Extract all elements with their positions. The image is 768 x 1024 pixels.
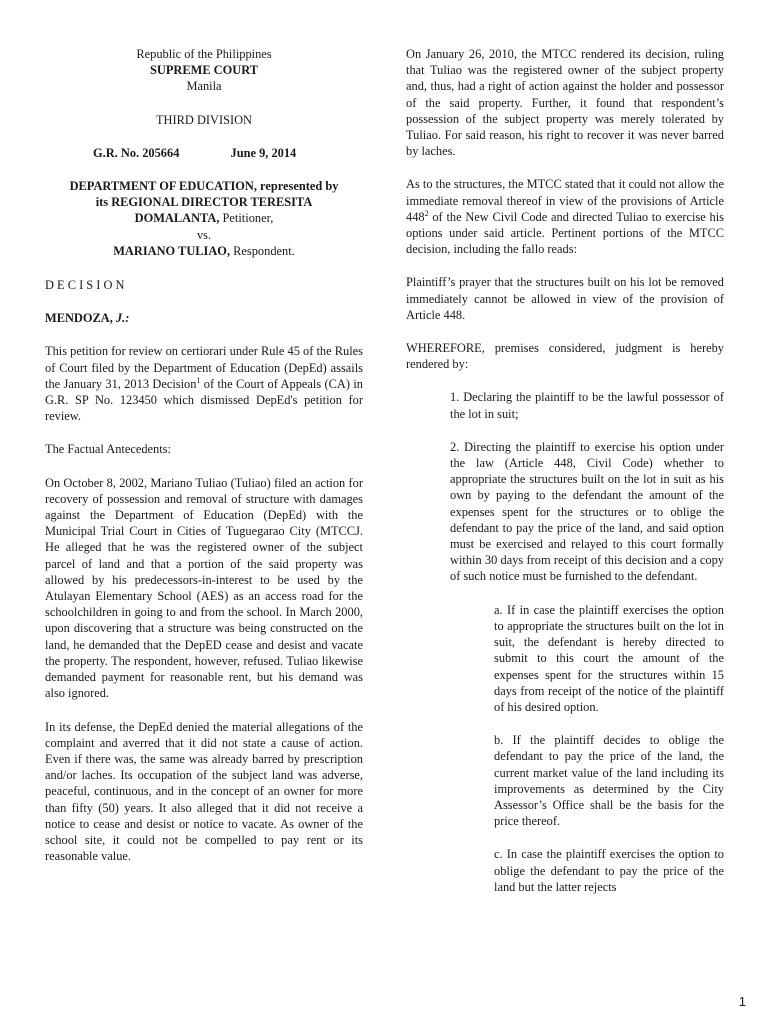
paragraph-structures-part2: of the New Civil Code and directed Tuliao to exercise his options under said article. Pertinent portions of the MTCC decision, including the fallo reads: [406, 209, 724, 257]
petitioner-role: Petitioner, [219, 211, 274, 226]
header-division: THIRD DIVISION [155, 112, 252, 127]
paragraph-wherefore: WHEREFORE, premises considered, judgment is hereby rendered by: [406, 341, 724, 372]
paragraph-facts: On October 8, 2002, Mariano Tuliao (Tuliao) filed an action for recovery of possession and removal of structure with damages against the Department of Education (DepEd) with the Municipal Trial Court in Cities of Tuguegarao City (MTCCJ. He alleged that he was the registered owner of the subject parcel of land and that a portion of the said property was allowed by his predecessors-in-interest to be used by the Atulayan Elementary School (AES) as an access road for the schoolchildren in going to and from the school. In March 2000, upon discovering that a structure was being constructed on the land, he demanded that the DepED cease and desist and vacate the property. The respondent, however, refused. Tuliao likewise demanded payment for reasonable rent, but his demand was also ignored. [45, 475, 363, 701]
gr-number: G.R. No. 205664 [93, 145, 180, 160]
paragraph-petition-part2: of the Court of Appeals (CA) in G.R. SP No. 123450 which dismissed DepEd's petition for review. [45, 376, 363, 424]
fallo-item-b: b. If the plaintiff decides to oblige the defendant to pay the price of the land, the current market value of the land including its improvements as determined by the City Assessor’s Office shall be the basis for the price thereof. [494, 733, 724, 829]
paragraph-structures-part1: As to the structures, the MTCC stated that it could not allow the immediate removal thereof in view of the provisions of Article 448 [406, 177, 724, 224]
page-number: 1 [738, 994, 746, 1009]
header-republic: Republic of the Philippines [136, 47, 272, 61]
subheading-factual-antecedents: The Factual Antecedents: [45, 442, 171, 457]
respondent-role: Respondent. [230, 243, 295, 258]
right-column [406, 0, 724, 895]
respondent-line [45, 243, 363, 259]
ponente-title: J.: [115, 311, 130, 326]
footnote-ref-2: 2 [424, 208, 429, 218]
ponente-line [45, 310, 363, 326]
paragraph-defense: In its defense, the DepEd denied the material allegations of the complaint and averred that it did not state a cause of action. Even if there was, the same was already barred by prescription and/or laches. Its occupation of the subject land was adverse, peaceful, continuous, and in the concept of an owner for more than fifty (50) years. It also alleged that it did not receive a notice to cease and desist or notice to vacate. As owner of the school site, it could not be compelled to pay rent or its reasonable value. [45, 719, 363, 864]
paragraph-petition [45, 343, 363, 424]
respondent-name: MARIANO TULIAO, [113, 243, 231, 258]
fallo-item-c: c. In case the plaintiff exercises the option to oblige the defendant to pay the price of the land but the latter rejects [494, 847, 724, 894]
fallo-item-2: 2. Directing the plaintiff to exercise his option under the law (Article 448, Civil Code) whether to appropriate the structures built on the lot in suit as his own by paying to the defendant the amount of the expenses spent for the structures or to oblige the defendant to pay the price of the land, and said option must be exercised and relayed to this court formally within 30 days from receipt of this decision and a copy of such notice must be furnished to the defendant. [450, 439, 724, 584]
petitioner-line-2: its REGIONAL DIRECTOR TERESITA [95, 195, 313, 210]
footnote-ref-1: 1 [196, 375, 201, 385]
petitioner-line-1: DEPARTMENT OF EDUCATION, represented by [69, 179, 339, 194]
petitioner-name-end: DOMALANTA, [134, 211, 220, 226]
case-number-line [45, 145, 363, 161]
petitioner-line-3 [45, 210, 363, 226]
decision-heading: D E C I S I O N [45, 278, 125, 293]
header-court: SUPREME COURT [150, 63, 258, 78]
paragraph-structures [406, 176, 724, 257]
left-column [45, 0, 363, 864]
versus: vs. [196, 227, 212, 242]
paragraph-petition-part1: This petition for review on certiorari under Rule 45 of the Rules of Court filed by the Department of Education (DepEd) assails the January 31, 2013 Decision [45, 344, 363, 391]
decision-date: June 9, 2014 [230, 145, 297, 160]
fallo-item-a: a. If in case the plaintiff exercises the option to appropriate the structures built on the lot in suit, the defendant is hereby directed to submit to this court the amount of the expenses spent for the structures within 15 days from receipt of the notice of the plaintiff of his desired option. [494, 602, 724, 714]
fallo-item-1: 1. Declaring the plaintiff to be the lawful possessor of the lot in suit; [450, 390, 724, 421]
paragraph-mtcc-decision: On January 26, 2010, the MTCC rendered its decision, ruling that Tuliao was the registered owner of the subject property and, thus, had a right of action against the holder and possessor of the said property. Further, it found that respondent’s possession of the subject property was merely tolerated by Tuliao. For said reason, his right to recover it was never barred by laches. [406, 47, 724, 159]
ponente-name: MENDOZA, [45, 311, 113, 326]
paragraph-plaintiff-prayer: Plaintiff’s prayer that the structures built on his lot be removed immediately cannot be allowed in view of the provision of Article 448. [406, 275, 724, 322]
header-city: Manila [186, 79, 222, 94]
